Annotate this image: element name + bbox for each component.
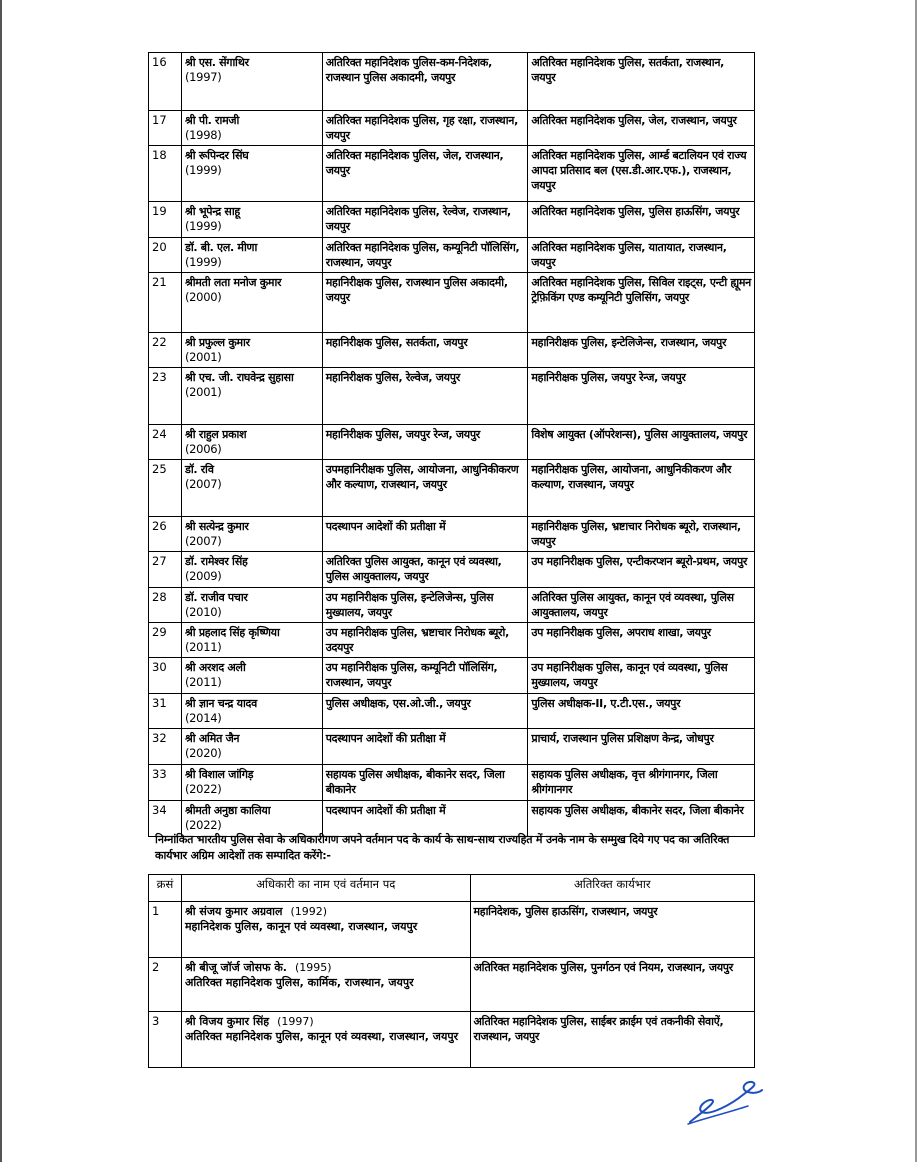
officer-name: श्रीमती अनुष्ठा कालिया	[184, 804, 271, 817]
serial-number: 2	[149, 958, 182, 1012]
current-post: अतिरिक्त महानिदेशक पुलिस, रेल्वेज, राजस्थान, जयपुर	[322, 202, 528, 238]
officer-name: डॉ. बी. एल. मीणा	[184, 241, 258, 254]
current-post: उप महानिरीक्षक पुलिस, इन्टेलिजेन्स, पुलिस मुख्यालय, जयपुर	[322, 588, 528, 623]
batch-year: (2014)	[184, 711, 222, 725]
officer-cell	[181, 623, 322, 658]
table-row	[149, 623, 755, 658]
officer-name: श्री संजय कुमार अग्रवाल	[184, 905, 283, 918]
signature-image	[682, 1072, 764, 1128]
new-posting: महानिरीक्षक पुलिस, जयपुर रेन्ज, जयपुर	[528, 368, 755, 425]
header-charge: अतिरिक्त कार्यभार	[470, 875, 755, 902]
serial-number: 19	[149, 202, 182, 238]
table-row	[149, 238, 755, 273]
table-row	[149, 588, 755, 623]
new-posting: अतिरिक्त महानिदेशक पुलिस, यातायात, राजस्थान, जयपुर	[528, 238, 755, 273]
officer-cell	[181, 1012, 470, 1068]
officer-cell	[181, 517, 322, 552]
batch-year: (2022)	[184, 782, 222, 796]
current-post: महानिदेशक पुलिस, कानून एवं व्यवस्था, राजस्थान, जयपुर	[184, 920, 418, 933]
current-post: अतिरिक्त पुलिस आयुक्त, कानून एवं व्यवस्था, पुलिस आयुक्तालय, जयपुर	[322, 552, 528, 588]
current-post: महानिरीक्षक पुलिस, रेल्वेज, जयपुर	[322, 368, 528, 425]
batch-year: (2011)	[184, 675, 222, 689]
new-posting: अतिरिक्त महानिदेशक पुलिस, जेल, राजस्थान, जयपुर	[528, 111, 755, 146]
table-row	[149, 552, 755, 588]
officer-name: श्री ज्ञान चन्द्र यादव	[184, 697, 257, 710]
officer-name: श्री विजय कुमार सिंह	[184, 1015, 270, 1028]
officer-cell	[181, 588, 322, 623]
serial-number: 34	[149, 801, 182, 837]
batch-year: (2020)	[184, 746, 222, 760]
batch-year: (2007)	[184, 477, 222, 491]
officer-cell	[181, 146, 322, 202]
new-posting: अतिरिक्त महानिदेशक पुलिस, आर्म्ड बटालियन एवं राज्य आपदा प्रतिसाद बल (एस.डी.आर.एफ.), राजस्थान, जयपुर	[528, 146, 755, 202]
current-post: अतिरिक्त महानिदेशक पुलिस, कार्मिक, राजस्थान, जयपुर	[184, 976, 414, 989]
new-posting: उप महानिरीक्षक पुलिस, अपराध शाखा, जयपुर	[528, 623, 755, 658]
table-row	[149, 368, 755, 425]
batch-year: (2022)	[184, 818, 222, 832]
officer-cell	[181, 333, 322, 368]
table-row	[149, 111, 755, 146]
new-posting: अतिरिक्त महानिदेशक पुलिस, सिविल राइट्स, एन्टी ह्यूमन ट्रेफ़िकिंग एण्ड कम्यूनिटी पुलिसिंग, जयपुर	[528, 273, 755, 333]
new-posting: पुलिस अधीक्षक-II, ए.टी.एस., जयपुर	[528, 694, 755, 729]
batch-year: (1997)	[184, 70, 222, 84]
serial-number: 24	[149, 425, 182, 460]
officer-name: श्री विशाल जांगिड़	[184, 768, 254, 781]
header-officer: अधिकारी का नाम एवं वर्तमान पद	[181, 875, 470, 902]
current-post: उपमहानिरीक्षक पुलिस, आयोजना, आधुनिकीकरण और कल्याण, राजस्थान, जयपुर	[322, 460, 528, 517]
page-edge-left	[0, 0, 2, 1162]
table-row	[149, 694, 755, 729]
officer-name: श्री एस. सेंगाथिर	[184, 56, 249, 69]
officer-name: डॉ. रामेश्वर सिंह	[184, 555, 248, 568]
batch-year: (1998)	[184, 128, 222, 142]
new-posting: प्राचार्य, राजस्थान पुलिस प्रशिक्षण केन्द्र, जोधपुर	[528, 729, 755, 765]
officer-name: श्री एच. जी. राघवेन्द्र सुहासा	[184, 371, 294, 384]
batch-year: (2007)	[184, 534, 222, 548]
serial-number: 16	[149, 53, 182, 111]
table-header-row	[149, 875, 755, 902]
current-post: पुलिस अधीक्षक, एस.ओ.जी., जयपुर	[322, 694, 528, 729]
current-post: अतिरिक्त महानिदेशक पुलिस, गृह रक्षा, राजस्थान, जयपुर	[322, 111, 528, 146]
officer-name: श्री प्रहलाद सिंह कृष्णिया	[184, 626, 280, 639]
header-serial: क्रसं	[149, 875, 182, 902]
additional-charge: अतिरिक्त महानिदेशक पुलिस, साईबर क्राईम एवं तकनीकी सेवाऐं, राजस्थान, जयपुर	[470, 1012, 755, 1068]
batch-year: (1999)	[184, 255, 222, 269]
new-posting: उप महानिरीक्षक पुलिस, एन्टीकरप्शन ब्यूरो-प्रथम, जयपुर	[528, 552, 755, 588]
batch-year: (1995)	[294, 961, 332, 974]
officer-name: श्री अमित जैन	[184, 732, 240, 745]
officer-name: श्री भूपेन्द्र साहू	[184, 205, 240, 218]
officer-name: श्री रूपिन्दर सिंघ	[184, 149, 249, 162]
officer-name: श्री राहुल प्रकाश	[184, 428, 247, 441]
officer-cell	[181, 552, 322, 588]
current-post: महानिरीक्षक पुलिस, सतर्कता, जयपुर	[322, 333, 528, 368]
officer-name: श्री सत्येन्द्र कुमार	[184, 520, 249, 533]
officer-cell	[181, 694, 322, 729]
additional-charge-paragraph: निम्नांकित भारतीय पुलिस सेवा के अधिकारीगण अपने वर्तमान पद के कार्य के साथ-साथ राज्यहित में उनके नाम के सम्मुख दिये गए पद का अतिरिक्त कार्यभार अग्रिम आदेशों तक सम्पादित करेंगे:-	[155, 833, 730, 862]
current-post: अतिरिक्त महानिदेशक पुलिस, कानून एवं व्यवस्था, राजस्थान, जयपुर	[184, 1030, 459, 1043]
serial-number: 17	[149, 111, 182, 146]
officer-cell	[181, 368, 322, 425]
current-post: उप महानिरीक्षक पुलिस, भ्रष्टाचार निरोधक ब्यूरो, उदयपुर	[322, 623, 528, 658]
current-post: पदस्थापन आदेशों की प्रतीक्षा में	[322, 517, 528, 552]
new-posting: अतिरिक्त महानिदेशक पुलिस, पुलिस हाऊसिंग, जयपुर	[528, 202, 755, 238]
officer-name: श्रीमती लता मनोज कुमार	[184, 276, 282, 289]
officer-cell	[181, 202, 322, 238]
current-post: सहायक पुलिस अधीक्षक, बीकानेर सदर, जिला बीकानेर	[322, 765, 528, 801]
table-row	[149, 517, 755, 552]
table-row	[149, 53, 755, 111]
table-row	[149, 958, 755, 1012]
batch-year: (2001)	[184, 385, 222, 399]
serial-number: 30	[149, 658, 182, 694]
current-post: महानिरीक्षक पुलिस, राजस्थान पुलिस अकादमी, जयपुर	[322, 273, 528, 333]
serial-number: 31	[149, 694, 182, 729]
officer-cell	[181, 765, 322, 801]
additional-charge: अतिरिक्त महानिदेशक पुलिस, पुनर्गठन एवं नियम, राजस्थान, जयपुर	[470, 958, 755, 1012]
batch-year: (2006)	[184, 442, 222, 456]
new-posting: उप महानिरीक्षक पुलिस, कानून एवं व्यवस्था, पुलिस मुख्यालय, जयपुर	[528, 658, 755, 694]
serial-number: 25	[149, 460, 182, 517]
officer-cell	[181, 425, 322, 460]
table-row	[149, 273, 755, 333]
new-posting: सहायक पुलिस अधीक्षक, बीकानेर सदर, जिला बीकानेर	[528, 801, 755, 837]
officer-cell	[181, 238, 322, 273]
batch-year: (2010)	[184, 605, 222, 619]
table-row	[149, 1012, 755, 1068]
serial-number: 21	[149, 273, 182, 333]
officer-name: श्री अरशद अली	[184, 661, 246, 674]
batch-year: (2011)	[184, 640, 222, 654]
table-row	[149, 202, 755, 238]
officer-name: श्री प्रफुल्ल कुमार	[184, 336, 250, 349]
batch-year: (1999)	[184, 219, 222, 233]
serial-number: 1	[149, 902, 182, 958]
officer-cell	[181, 273, 322, 333]
additional-charge: महानिदेशक, पुलिस हाऊसिंग, राजस्थान, जयपुर	[470, 902, 755, 958]
serial-number: 28	[149, 588, 182, 623]
new-posting: महानिरीक्षक पुलिस, भ्रष्टाचार निरोधक ब्यूरो, राजस्थान, जयपुर	[528, 517, 755, 552]
officer-cell	[181, 53, 322, 111]
new-posting: सहायक पुलिस अधीक्षक, वृत्त श्रीगंगानगर, जिला श्रीगंगानगर	[528, 765, 755, 801]
serial-number: 33	[149, 765, 182, 801]
current-post: उप महानिरीक्षक पुलिस, कम्यूनिटी पॉलिसिंग, राजस्थान, जयपुर	[322, 658, 528, 694]
batch-year: (1997)	[277, 1015, 314, 1028]
table-row	[149, 658, 755, 694]
serial-number: 27	[149, 552, 182, 588]
officer-name: डॉ. रवि	[184, 463, 214, 476]
serial-number: 20	[149, 238, 182, 273]
current-post: अतिरिक्त महानिदेशक पुलिस, जेल, राजस्थान, जयपुर	[322, 146, 528, 202]
batch-year: (1992)	[290, 905, 328, 918]
serial-number: 29	[149, 623, 182, 658]
table-row	[149, 146, 755, 202]
table-row	[149, 765, 755, 801]
table-row	[149, 729, 755, 765]
transfer-table	[148, 52, 755, 837]
additional-charge-table	[148, 874, 755, 1068]
officer-cell	[181, 902, 470, 958]
batch-year: (2000)	[184, 290, 222, 304]
officer-cell	[181, 729, 322, 765]
serial-number: 26	[149, 517, 182, 552]
table-row	[149, 333, 755, 368]
current-post: पदस्थापन आदेशों की प्रतीक्षा में	[322, 801, 528, 837]
table-row	[149, 902, 755, 958]
serial-number: 3	[149, 1012, 182, 1068]
serial-number: 23	[149, 368, 182, 425]
new-posting: महानिरीक्षक पुलिस, आयोजना, आधुनिकीकरण और कल्याण, राजस्थान, जयपुर	[528, 460, 755, 517]
officer-name: श्री बीजू जॉर्ज जोसफ के.	[184, 961, 287, 974]
serial-number: 32	[149, 729, 182, 765]
current-post: अतिरिक्त महानिदेशक पुलिस-कम-निदेशक, राजस्थान पुलिस अकादमी, जयपुर	[322, 53, 528, 111]
current-post: महानिरीक्षक पुलिस, जयपुर रेन्ज, जयपुर	[322, 425, 528, 460]
officer-cell	[181, 958, 470, 1012]
table-row	[149, 425, 755, 460]
new-posting: अतिरिक्त महानिदेशक पुलिस, सतर्कता, राजस्थान, जयपुर	[528, 53, 755, 111]
new-posting: महानिरीक्षक पुलिस, इन्टेलिजेन्स, राजस्थान, जयपुर	[528, 333, 755, 368]
officer-cell	[181, 460, 322, 517]
batch-year: (2009)	[184, 569, 222, 583]
current-post: पदस्थापन आदेशों की प्रतीक्षा में	[322, 729, 528, 765]
serial-number: 22	[149, 333, 182, 368]
current-post: अतिरिक्त महानिदेशक पुलिस, कम्यूनिटी पॉलिसिंग, राजस्थान, जयपुर	[322, 238, 528, 273]
officer-name: डॉ. राजीव पचार	[184, 591, 248, 604]
table-row	[149, 460, 755, 517]
officer-cell	[181, 111, 322, 146]
serial-number: 18	[149, 146, 182, 202]
officer-name: श्री पी. रामजी	[184, 114, 240, 127]
batch-year: (2001)	[184, 350, 222, 364]
officer-cell	[181, 658, 322, 694]
new-posting: विशेष आयुक्त (ऑपरेशन्स), पुलिस आयुक्तालय, जयपुर	[528, 425, 755, 460]
batch-year: (1999)	[184, 163, 222, 177]
new-posting: अतिरिक्त पुलिस आयुक्त, कानून एवं व्यवस्था, पुलिस आयुक्तालय, जयपुर	[528, 588, 755, 623]
